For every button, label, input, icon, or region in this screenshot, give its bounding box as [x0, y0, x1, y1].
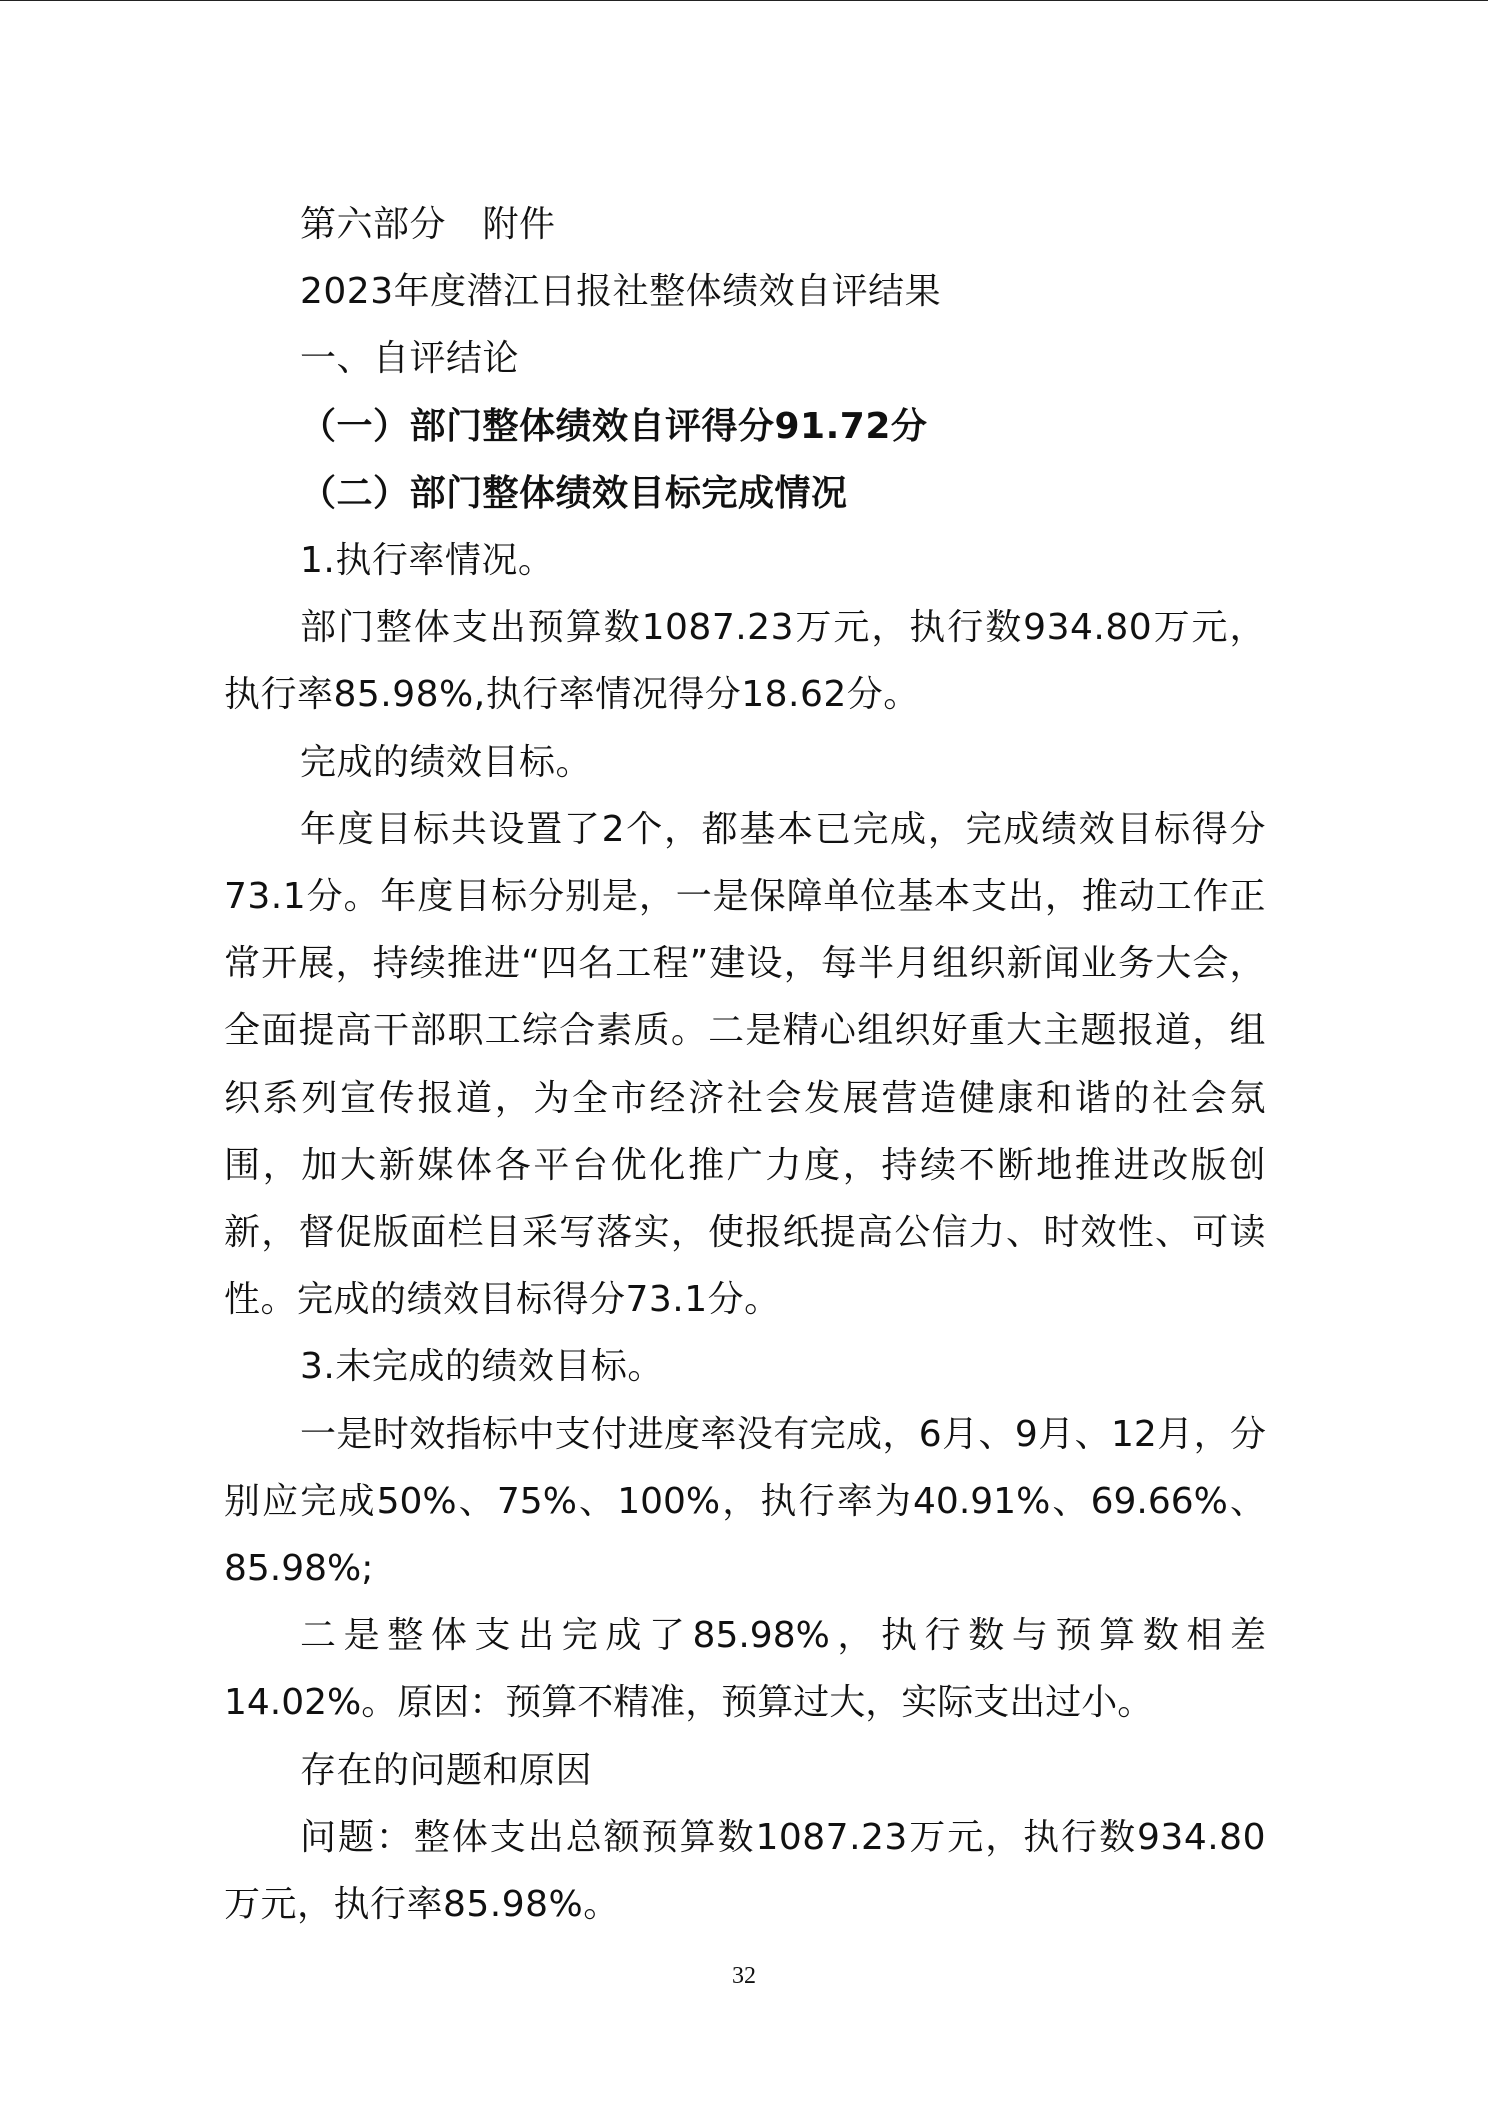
document-body: [224, 191, 1266, 1938]
heading-score: （一）部门整体绩效自评得分91.72分: [300, 405, 928, 447]
report-title: 2023年度潜江日报社整体绩效自评结果: [300, 271, 942, 313]
subheading-execution-rate: 1.执行率情况。: [300, 540, 555, 582]
page-number: 32: [732, 1963, 756, 1989]
paragraph-execution-rate: 部门整体支出预算数1087.23万元，执行数934.80万元，执行率85.98%,执行率情况得分18.62分。: [224, 607, 1266, 716]
paragraph-problems: 问题：整体支出总额预算数1087.23万元，执行数934.80万元，执行率85.98%。: [224, 1816, 1266, 1926]
subheading-problems: 存在的问题和原因: [300, 1749, 593, 1791]
subheading-completed-goals: 完成的绩效目标。: [300, 741, 593, 783]
paragraph-payment-progress: 一是时效指标中支付进度率没有完成，6月、9月、12月，分别应完成50%、75%、100%，执行率为40.91%、69.66%、85.98%;: [224, 1413, 1266, 1590]
heading-conclusion: 一、自评结论: [300, 338, 520, 380]
heading-goal-completion: （二）部门整体绩效目标完成情况: [300, 472, 848, 514]
paragraph-overall-spending: 二是整体支出完成了85.98%，执行数与预算数相差14.02%。原因：预算不精准，预算过大，实际支出过小。: [224, 1615, 1266, 1724]
section-title: 第六部分 附件: [300, 204, 556, 245]
subheading-incomplete-goals: 3.未完成的绩效目标。: [300, 1346, 664, 1388]
paragraph-annual-goals: 年度目标共设置了2个，都基本已完成，完成绩效目标得分73.1分。年度目标分别是，一是保障单位基本支出，推动工作正常开展，持续推进“四名工程”建设，每半月组织新闻业务大会，全面提高干部职工综合素质。二是精心组织好重大主题报道，组织系列宣传报道，为全市经济社会发展营造健康和谐的社会氛围，加大新媒体各平台优化推广力度，持续不断地推进改版创新，督促版面栏目采写落实，使报纸提高公信力、时效性、可读性。完成的绩效目标得分73.1分。: [224, 808, 1266, 1321]
